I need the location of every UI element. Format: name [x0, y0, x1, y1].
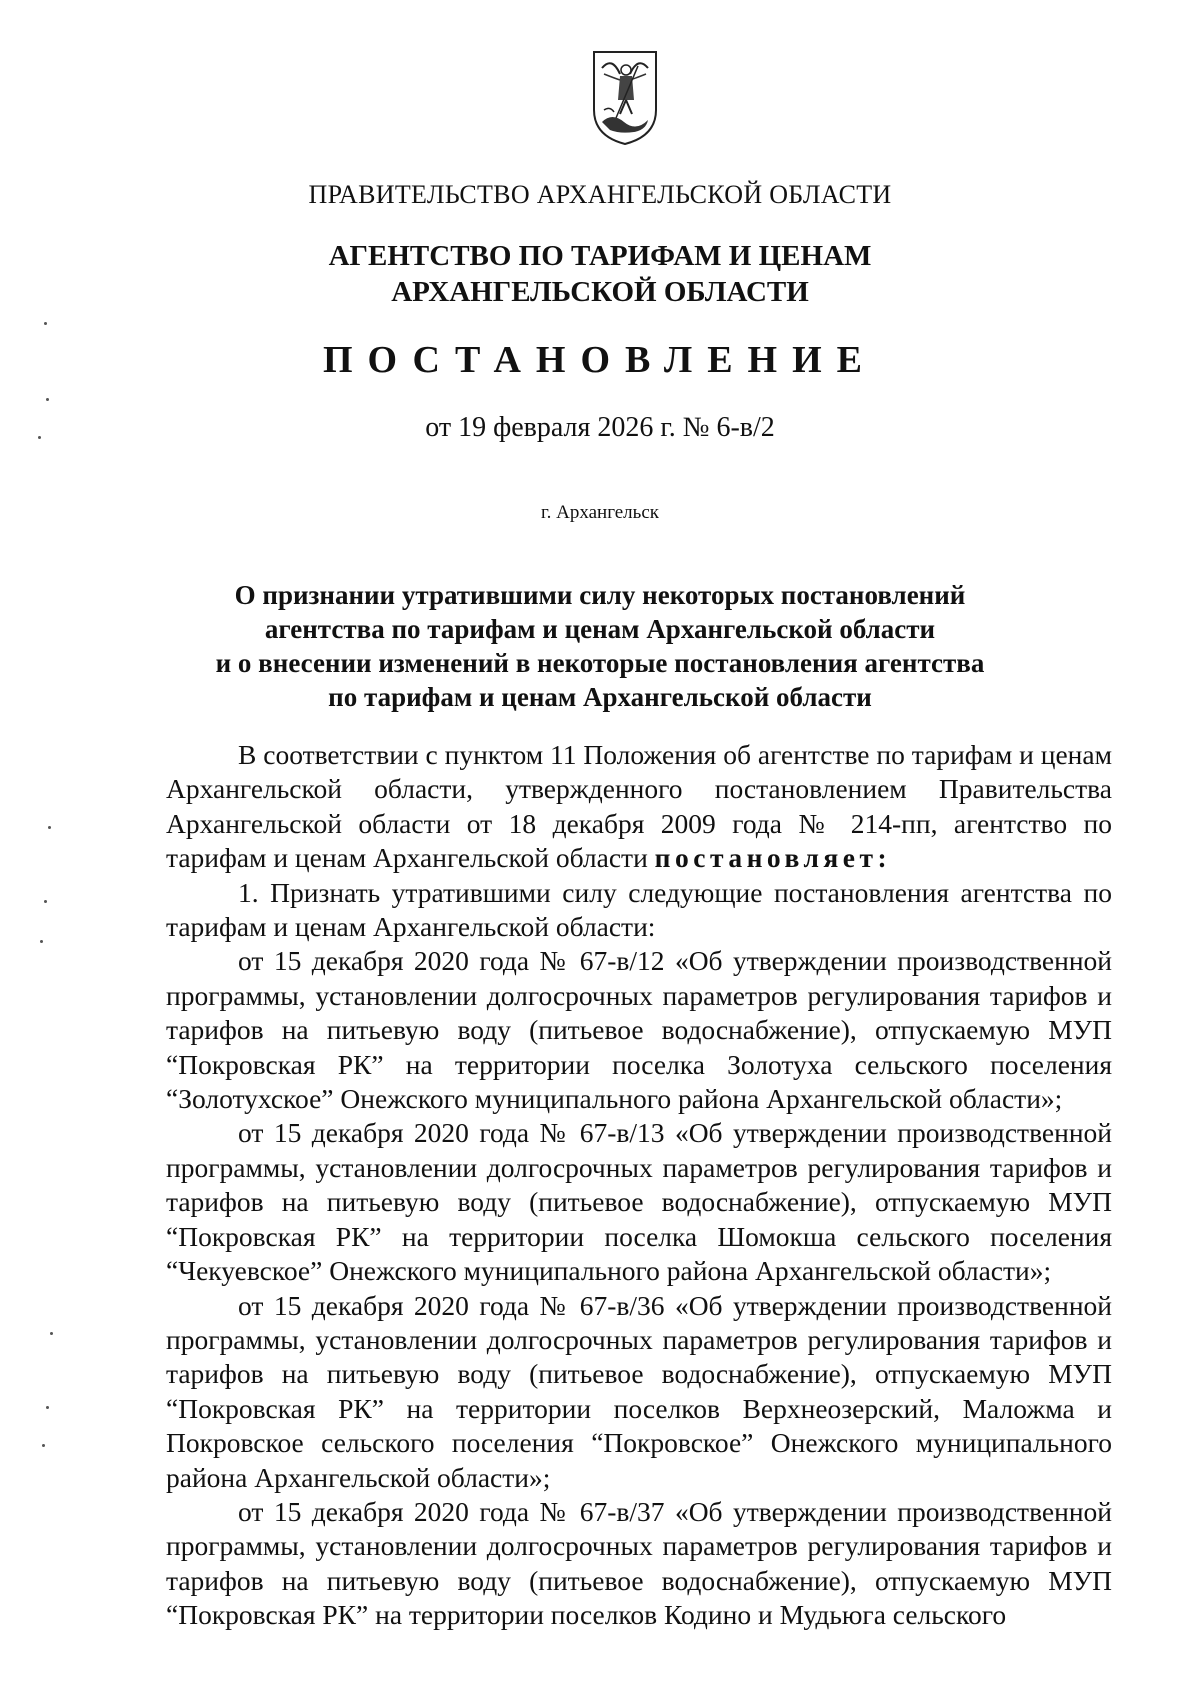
title-line3: и о внесении изменений в некоторые постановления агентства: [215, 648, 985, 678]
list-item: от 15 декабря 2020 года № 67-в/13 «Об утверждении производственной программы, установлении долгосрочных параметров регулирования тарифов и тарифов на питьевую воду (питьевое водоснабжение), отпускаемую МУП “Покровская РК” на территории поселка Шомокша сельского поселения “Чекуевское” Онежского муниципального района Архангельской области»;: [166, 1117, 1112, 1287]
agency-name-line2: АРХАНГЕЛЬСКОЙ ОБЛАСТИ: [391, 276, 809, 308]
document-city: г. Архангельск: [540, 502, 659, 523]
agency-name: [0, 238, 1200, 310]
document-type: ПОСТАНОВЛЕНИЕ: [322, 339, 878, 381]
document-title: [0, 578, 1200, 714]
list-item: от 15 декабря 2020 года № 67-в/37 «Об утверждении производственной программы, установлении долгосрочных параметров регулирования тарифов и тарифов на питьевую воду (питьевое водоснабжение), отпускаемую МУП “Покровская РК” на территории поселков Кодино и Мудьюга сельского: [166, 1495, 1112, 1631]
document-body: [166, 738, 1112, 1633]
government-name: ПРАВИТЕЛЬСТВО АРХАНГЕЛЬСКОЙ ОБЛАСТИ: [308, 180, 892, 209]
preamble-paragraph: [166, 738, 1112, 876]
title-line4: по тарифам и ценам Архангельской области: [328, 682, 872, 712]
coat-of-arms-emblem: [590, 48, 660, 148]
list-item: от 15 декабря 2020 года № 67-в/36 «Об утверждении производственной программы, установлении долгосрочных параметров регулирования тарифов и тарифов на питьевую воду (питьевое водоснабжение), отпускаемую МУП “Покровская РК” на территории поселков Верхнеозерский, Маложма и Покровское сельского поселения “Покровское” Онежского муниципального района Архангельской области»;: [166, 1289, 1112, 1493]
point-1-paragraph: 1. Признать утратившими силу следующие постановления агентства по тарифам и ценам Архангельской области:: [166, 876, 1112, 943]
document-date-number: от 19 февраля 2026 г. № 6-в/2: [425, 412, 775, 443]
title-line1: О признании утратившими силу некоторых постановлений: [234, 580, 966, 610]
decree-word: постановляет:: [654, 842, 892, 874]
preamble-text: В соответствии с пунктом 11 Положения об агентстве по тарифам и ценам Архангельской области, утвержденного постановлением Правительства Архангельской области от 18 декабря 2009 года № 214-пп, агентство по тарифам и ценам Архангельской области: [166, 739, 1112, 874]
title-line2: агентства по тарифам и ценам Архангельской области: [264, 614, 936, 644]
agency-name-line1: АГЕНТСТВО ПО ТАРИФАМ И ЦЕНАМ: [328, 240, 872, 272]
list-item: от 15 декабря 2020 года № 67-в/12 «Об утверждении производственной программы, установлении долгосрочных параметров регулирования тарифов и тарифов на питьевую воду (питьевое водоснабжение), отпускаемую МУП “Покровская РК” на территории поселка Золотуха сельского поселения “Золотухское” Онежского муниципального района Архангельской области»;: [166, 945, 1112, 1115]
